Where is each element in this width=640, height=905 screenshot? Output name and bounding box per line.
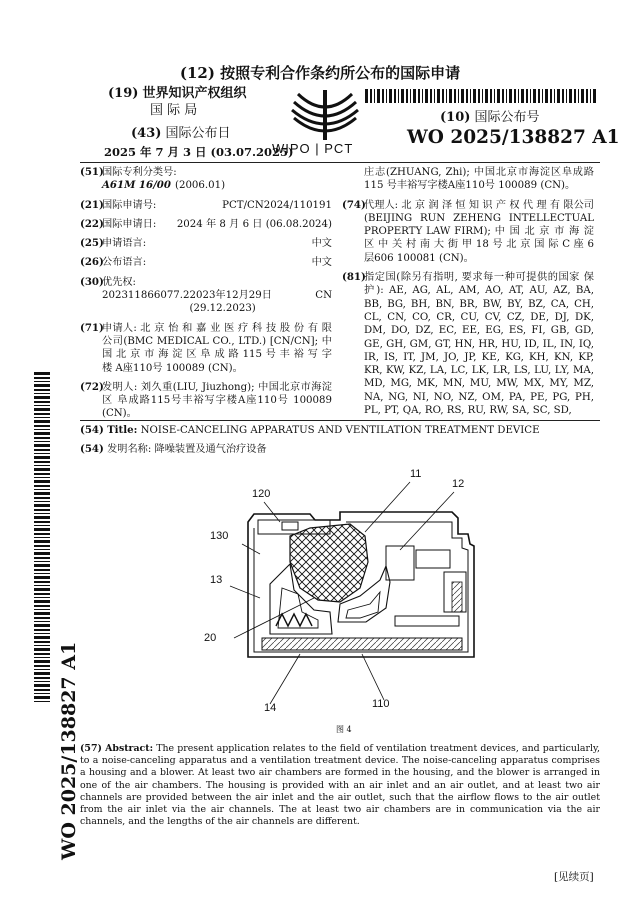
barcode-bar bbox=[34, 633, 50, 634]
barcode-bar bbox=[34, 576, 50, 579]
barcode-bar bbox=[437, 89, 440, 103]
barcode-bar bbox=[34, 489, 50, 490]
field-26 bbox=[80, 256, 332, 269]
barcode-bar bbox=[526, 89, 528, 103]
side-barcode-graphic bbox=[34, 372, 50, 702]
barcode-bar bbox=[389, 89, 392, 103]
abstract-text: The present application relates to the field of ventilation treatment devices, and particularly, to a noise-canceling apparatus and a ventilation treatment device. The noise-canceling apparatus comprises a housing and a blower. At least two air chambers are formed in the housing, and the blower is arranged in one of the air chambers. The housing is provided with an air inlet and an air outlet, and at least two air channels are provided between the air inlet and the air outlet, such that the airflow flows to the air outlet from the air inlet via the air channels. The at least two air chambers are in communication via the air channels, and the lengths of the air channels are different. bbox=[80, 743, 601, 828]
barcode-bar bbox=[34, 408, 50, 411]
priority-number: 202311866077.2 bbox=[102, 290, 190, 302]
barcode-bar bbox=[434, 89, 435, 103]
barcode-bar bbox=[34, 597, 50, 598]
barcode-bar bbox=[34, 641, 50, 643]
priority-date: 2023年12月29日 (29.12.2023) bbox=[189, 290, 272, 315]
barcode-bar bbox=[530, 89, 531, 103]
field-22 bbox=[80, 218, 332, 231]
org-sub: 国 际 局 bbox=[150, 103, 198, 118]
barcode-bar bbox=[34, 648, 50, 651]
barcode-bar bbox=[34, 485, 50, 487]
barcode-bar bbox=[398, 89, 399, 103]
barcode-bar bbox=[34, 389, 50, 391]
field-51-code: (51) bbox=[80, 166, 104, 178]
barcode-bar bbox=[34, 528, 50, 531]
title-cn-label: 发明名称: bbox=[107, 444, 152, 455]
barcode-bar bbox=[430, 89, 432, 103]
field-26-label: 公布语言: bbox=[102, 257, 147, 269]
barcode-bar bbox=[449, 89, 452, 103]
barcode-bar bbox=[562, 89, 564, 103]
field-51-label: 国际专利分类号: bbox=[102, 167, 177, 178]
barcode-bar bbox=[34, 449, 50, 451]
fig-label-12: 12 bbox=[452, 478, 465, 490]
field-74-text: 代理人: 北 京 润 泽 恒 知 识 产 权 代 理 有 限公司(BEIJING RUN ZEHENG INTELLECTUAL PROPERTY LAW FIRM); 中 国 北 京 市 海 淀 区 中 关 村 南 大 街 甲 18 号 北 京 国 际 C 座 6层606 100081 (CN)。 bbox=[364, 199, 594, 264]
barcode-bar bbox=[34, 573, 50, 574]
barcode-bar bbox=[34, 521, 50, 523]
barcode-bar bbox=[461, 89, 464, 103]
barcode-bar bbox=[34, 393, 50, 394]
field-21-value: PCT/CN2024/110191 bbox=[222, 199, 332, 211]
field-72-cont bbox=[364, 166, 594, 193]
barcode-bar bbox=[34, 456, 50, 459]
barcode-bar bbox=[374, 89, 375, 103]
fig-label-130: 130 bbox=[210, 530, 229, 542]
barcode-bar bbox=[34, 693, 50, 694]
fig-label-14: 14 bbox=[264, 702, 277, 714]
barcode-bar bbox=[590, 89, 591, 103]
field-21-code: (21) bbox=[80, 198, 104, 211]
barcode-bar bbox=[34, 497, 50, 499]
base-layer bbox=[262, 638, 462, 650]
pubdate-value: 2025 年 7 月 3 日 (03.07.2025) bbox=[104, 145, 294, 159]
barcode-bar bbox=[34, 581, 50, 583]
field-51-value: A61M 16/00 bbox=[102, 179, 171, 192]
barcode-bar bbox=[554, 89, 555, 103]
barcode-bar bbox=[34, 585, 50, 586]
abstract-label: Abstract: bbox=[105, 743, 154, 754]
barcode-bar bbox=[557, 89, 560, 103]
pubno-code: (10) bbox=[440, 110, 471, 125]
barcode-bar bbox=[34, 509, 50, 511]
field-51-value-line bbox=[102, 179, 332, 192]
barcode-bar bbox=[478, 89, 480, 103]
barcode-bar bbox=[538, 89, 540, 103]
barcode-bar bbox=[34, 501, 50, 502]
field-81-code: (81) bbox=[342, 271, 366, 284]
barcode-bar bbox=[490, 89, 492, 103]
barcode-bar bbox=[34, 429, 50, 430]
barcode-bar bbox=[34, 665, 50, 667]
right-column bbox=[342, 166, 594, 417]
barcode-bar bbox=[34, 417, 50, 418]
barcode-bar bbox=[34, 432, 50, 435]
pubdate-code: (43) bbox=[131, 126, 162, 141]
barcode-bar bbox=[34, 629, 50, 631]
title-cn-line bbox=[80, 443, 600, 456]
barcode-bar bbox=[34, 564, 50, 567]
barcode-bar bbox=[473, 89, 476, 103]
field-51 bbox=[80, 166, 332, 179]
left-column bbox=[80, 166, 332, 421]
barcode-bar bbox=[394, 89, 396, 103]
barcode-bar bbox=[578, 89, 579, 103]
barcode-bar bbox=[34, 681, 50, 682]
barcode-bar bbox=[34, 441, 50, 442]
barcode-bar bbox=[566, 89, 567, 103]
field-30-code: (30) bbox=[80, 275, 104, 288]
barcode-bar bbox=[34, 657, 50, 658]
barcode-bar bbox=[34, 609, 50, 610]
field-22-value: 2024 年 8 月 6 日 (06.08.2024) bbox=[176, 218, 332, 230]
barcode-bar bbox=[34, 381, 50, 382]
title-en-code: (54) bbox=[80, 424, 104, 436]
side-pubno: WO 2025/138827 A1 bbox=[58, 641, 80, 860]
field-26-value: 中文 bbox=[311, 257, 332, 269]
barcode-bar bbox=[466, 89, 468, 103]
barcode-bar bbox=[34, 545, 50, 547]
side-barcode bbox=[34, 372, 50, 702]
barcode-bar bbox=[34, 513, 50, 514]
barcode-bar bbox=[518, 89, 519, 103]
barcode-bar bbox=[454, 89, 456, 103]
barcode-bar bbox=[494, 89, 495, 103]
barcode-bar bbox=[410, 89, 411, 103]
fig-label-110: 110 bbox=[372, 698, 390, 710]
barcode-bar bbox=[34, 492, 50, 495]
barcode-bar bbox=[34, 377, 50, 379]
barcode-bar bbox=[34, 696, 50, 699]
barcode-bar bbox=[422, 89, 423, 103]
pubno-value: WO 2025/138827 A1 bbox=[407, 127, 620, 148]
field-72 bbox=[80, 381, 332, 421]
field-74-code: (74) bbox=[342, 198, 366, 211]
field-22-code: (22) bbox=[80, 217, 104, 230]
field-25-label: 申请语言: bbox=[102, 238, 147, 250]
barcode-bar bbox=[418, 89, 420, 103]
abstract-code: (57) bbox=[80, 743, 102, 754]
barcode-bar bbox=[34, 516, 50, 519]
barcode-bar bbox=[34, 420, 50, 423]
patent-figure bbox=[190, 462, 510, 737]
barcode-bar bbox=[34, 384, 50, 387]
barcode-bar bbox=[34, 672, 50, 675]
barcode-bar bbox=[497, 89, 500, 103]
field-71-text: 申请人: 北 京 怡 和 嘉 业 医 疗 科 技 股 份 有 限公司(BMC MEDICAL CO., LTD.) [CN/CN]; 中国 北 京 市 海 淀 区 阜 成 路 115 号 丰 裕 写 字 楼 A座110号 100089 (CN)。 bbox=[102, 322, 332, 374]
barcode-bar bbox=[581, 89, 584, 103]
barcode-bar bbox=[542, 89, 543, 103]
field-30-label: 优先权: bbox=[102, 276, 136, 288]
barcode-bar bbox=[34, 465, 50, 466]
field-25 bbox=[80, 237, 332, 250]
org-line bbox=[108, 86, 247, 102]
barcode-bar bbox=[365, 89, 368, 103]
barcode-bar bbox=[34, 552, 50, 555]
field-81-text: 指定国(除另有指明, 要求每一种可提供的国家 保护): AE, AG, AL, AM, AO, AT, AU, AZ, BA, BB, BG, BH, BN, BR, BW, BY, BZ, CA, CH, CL, CN, CO, CR, CU, CV, CZ, DE, DJ, DK, DM, DO, DZ, EC, EE, EG, ES, FI, GB, GD, GE, GH, GM, GT, HN, HR, HU, ID, IL, IN, IQ, IR, IS, IT, JM, JO, JP, KE, KG, KH, KN, KP, KR, KW, KZ, LA, LC, LK, LR, LS, LU, LY, MA, MD, MG, MK, MN, MU, MW, MX, MY, MZ, NA, NG, NI, NO, NZ, OM, PA, PE, PG, PH, PL, PT, QA, RO, RS, RU, RW, SA, SC, SD, bbox=[364, 272, 594, 417]
barcode-bar bbox=[34, 624, 50, 627]
title-cn-code: (54) bbox=[80, 443, 104, 455]
barcode-bar bbox=[34, 480, 50, 483]
barcode-bar bbox=[34, 401, 50, 403]
barcode-bar bbox=[406, 89, 408, 103]
barcode-graphic bbox=[365, 89, 598, 103]
barcode-bar bbox=[446, 89, 447, 103]
barcode-bar bbox=[34, 677, 50, 679]
field-30-value bbox=[102, 289, 332, 316]
barcode-bar bbox=[382, 89, 384, 103]
barcode-bar bbox=[34, 549, 50, 550]
barcode-bar bbox=[586, 89, 588, 103]
pubno-label-line bbox=[440, 110, 540, 126]
barcode-bar bbox=[34, 413, 50, 415]
barcode-bar bbox=[34, 372, 50, 375]
barcode-bar bbox=[34, 504, 50, 507]
field-25-value: 中文 bbox=[311, 238, 332, 250]
barcode-bar bbox=[413, 89, 416, 103]
barcode-bar bbox=[34, 461, 50, 463]
barcode-bar bbox=[34, 617, 50, 619]
barcode-bar bbox=[502, 89, 504, 103]
barcode-bar bbox=[34, 621, 50, 622]
pubdate-label: 国际公布日 bbox=[165, 126, 231, 141]
barcode-bar bbox=[521, 89, 524, 103]
fig-label-11: 11 bbox=[410, 468, 422, 480]
field-21 bbox=[80, 199, 332, 212]
barcode-bar bbox=[34, 540, 50, 543]
field-22-label: 国际申请日: bbox=[102, 218, 157, 230]
fig-label-20: 20 bbox=[204, 632, 217, 644]
barcode-bar bbox=[593, 89, 596, 103]
barcode-bar bbox=[34, 437, 50, 439]
barcode-bar bbox=[34, 684, 50, 687]
field-81 bbox=[342, 271, 594, 417]
fig-label-13: 13 bbox=[210, 574, 223, 586]
barcode-bar bbox=[34, 473, 50, 475]
barcode-bar bbox=[34, 701, 50, 702]
barcode-bar bbox=[34, 660, 50, 663]
barcode-bar bbox=[34, 557, 50, 559]
barcode-bar bbox=[34, 453, 50, 454]
barcode bbox=[365, 88, 598, 102]
field-71-code: (71) bbox=[80, 321, 104, 334]
barcode-bar bbox=[377, 89, 380, 103]
barcode-bar bbox=[34, 653, 50, 655]
barcode-bar bbox=[34, 588, 50, 591]
header-divider bbox=[80, 162, 600, 163]
field-74 bbox=[342, 199, 594, 265]
barcode-bar bbox=[509, 89, 512, 103]
barcode-bar bbox=[401, 89, 404, 103]
field-72-text: 发明人: 刘久重(LIU, Jiuzhong); 中国北京市海淀区 阜成路115号丰裕写字楼A座110号 100089 (CN)。 bbox=[102, 381, 332, 420]
title-en-text: NOISE-CANCELING APPARATUS AND VENTILATION TREATMENT DEVICE bbox=[140, 425, 540, 436]
barcode-bar bbox=[545, 89, 548, 103]
barcode-bar bbox=[34, 636, 50, 639]
barcode-bar bbox=[34, 669, 50, 670]
barcode-bar bbox=[514, 89, 516, 103]
abstract bbox=[80, 743, 600, 828]
barcode-bar bbox=[34, 593, 50, 595]
field-71 bbox=[80, 322, 332, 375]
barcode-bar bbox=[569, 89, 572, 103]
barcode-bar bbox=[34, 405, 50, 406]
barcode-bar bbox=[425, 89, 428, 103]
wipo-logo-text: WIPO | PCT bbox=[272, 141, 354, 156]
barcode-bar bbox=[442, 89, 444, 103]
title-en-label: Title: bbox=[107, 424, 138, 436]
barcode-bar bbox=[34, 569, 50, 571]
org-name: 世界知识产权组织 bbox=[142, 86, 247, 101]
barcode-bar bbox=[574, 89, 576, 103]
barcode-bar bbox=[485, 89, 488, 103]
device-drawing bbox=[190, 462, 510, 737]
blower-block bbox=[290, 524, 368, 602]
barcode-bar bbox=[470, 89, 471, 103]
fig-label-120: 120 bbox=[252, 488, 271, 500]
barcode-bar bbox=[370, 89, 372, 103]
field-72-cont-text: 庄志(ZHUANG, Zhi); 中国北京市海淀区阜成路115 号丰裕写字楼A座110号 100089 (CN)。 bbox=[364, 167, 594, 192]
barcode-bar bbox=[34, 533, 50, 535]
barcode-bar bbox=[386, 89, 387, 103]
priority-country: CN bbox=[315, 290, 332, 302]
document-title: (12) 按照专利合作条约所公布的国际申请 bbox=[179, 64, 461, 82]
barcode-bar bbox=[506, 89, 507, 103]
barcode-bar bbox=[533, 89, 536, 103]
pubno-label: 国际公布号 bbox=[474, 110, 540, 125]
barcode-bar bbox=[34, 525, 50, 526]
barcode-bar bbox=[34, 645, 50, 646]
barcode-bar bbox=[34, 600, 50, 603]
title-en-line bbox=[80, 424, 600, 437]
field-30 bbox=[80, 276, 332, 289]
barcode-bar bbox=[34, 468, 50, 471]
barcode-bar bbox=[34, 477, 50, 478]
barcode-bar bbox=[458, 89, 459, 103]
barcode-bar bbox=[34, 425, 50, 427]
barcode-bar bbox=[482, 89, 483, 103]
barcode-bar bbox=[34, 396, 50, 399]
continued-note: [见续页] bbox=[554, 871, 594, 883]
title-divider bbox=[80, 420, 600, 421]
field-25-code: (25) bbox=[80, 237, 104, 250]
figure-caption: 图 4 bbox=[336, 725, 352, 734]
barcode-bar bbox=[34, 612, 50, 615]
field-26-code: (26) bbox=[80, 256, 104, 269]
barcode-bar bbox=[550, 89, 552, 103]
org-code: (19) bbox=[108, 86, 139, 101]
pubdate-label-line bbox=[131, 126, 231, 142]
barcode-bar bbox=[34, 689, 50, 691]
barcode-bar bbox=[34, 537, 50, 538]
barcode-bar bbox=[34, 444, 50, 447]
title-cn-text: 降噪装置及通气治疗设备 bbox=[154, 444, 267, 455]
field-72-code: (72) bbox=[80, 380, 104, 393]
barcode-bar bbox=[34, 561, 50, 562]
barcode-bar bbox=[34, 605, 50, 607]
field-21-label: 国际申请号: bbox=[102, 199, 157, 211]
field-51-value-tail: (2006.01) bbox=[174, 180, 226, 192]
